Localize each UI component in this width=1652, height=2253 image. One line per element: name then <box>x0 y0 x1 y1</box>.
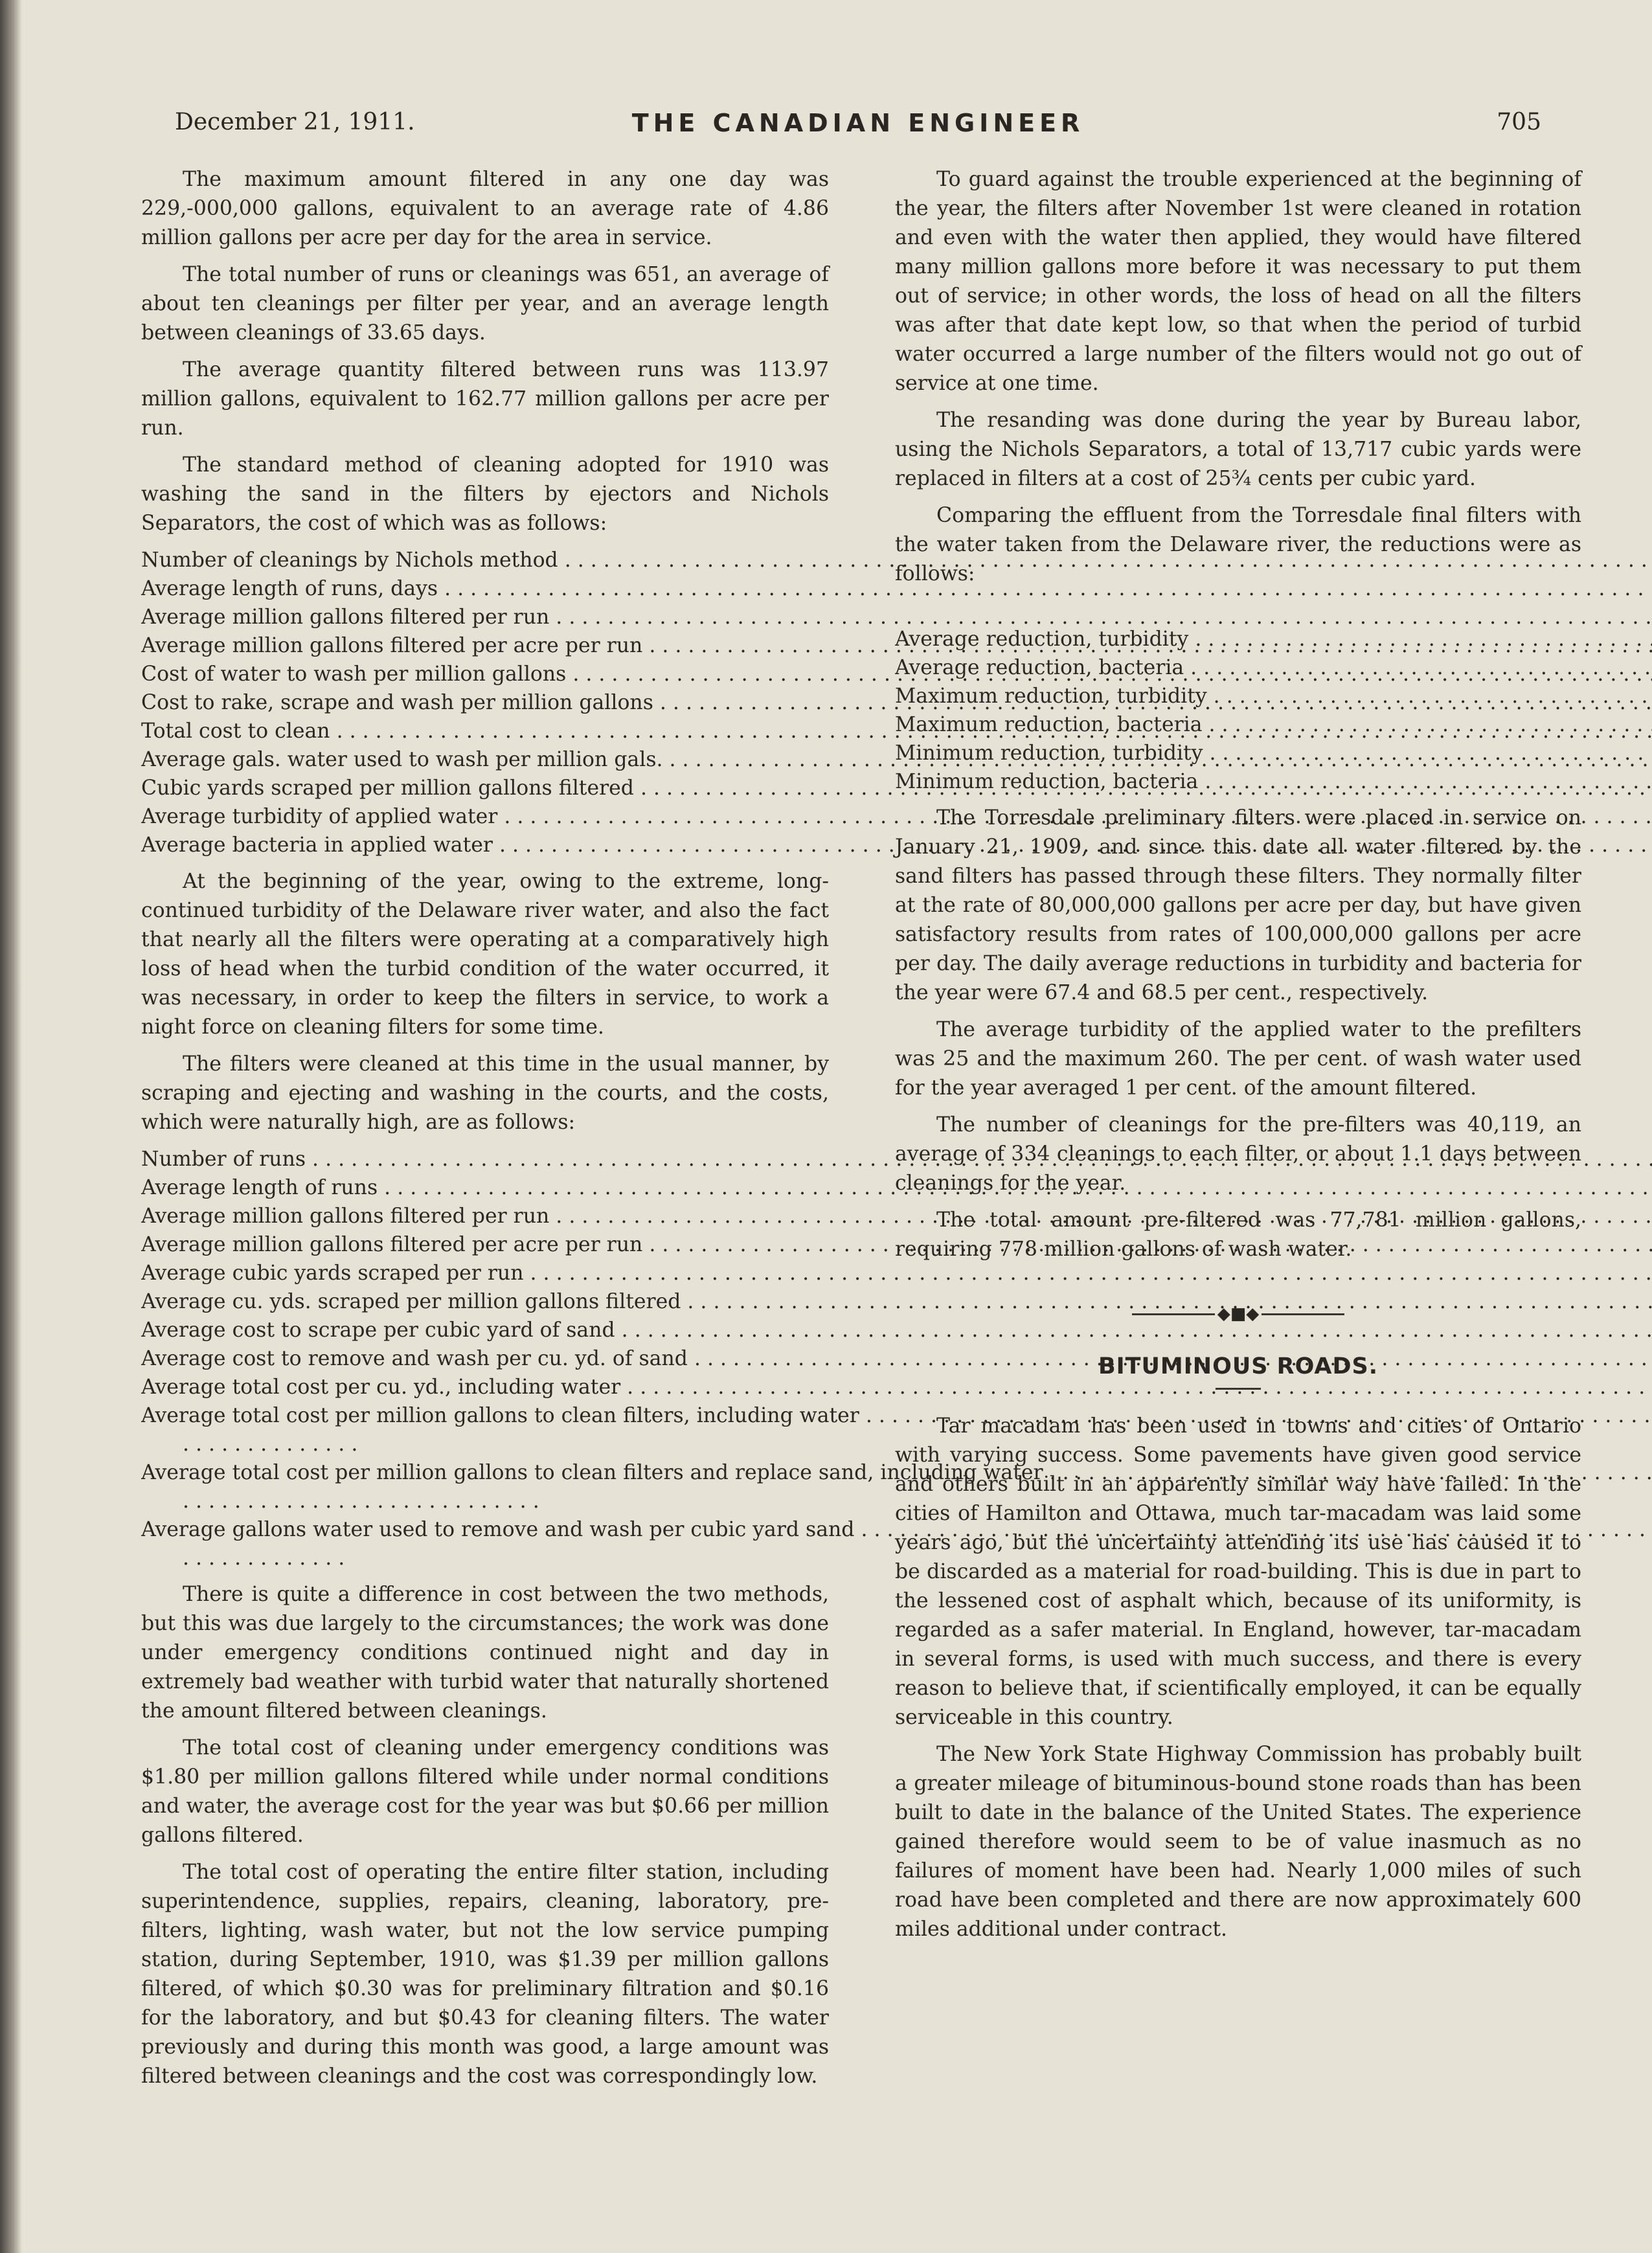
row-label: Maximum reduction, bacteria . . . <box>895 713 1652 736</box>
row-label: Average length of runs . . . <box>141 1176 1652 1199</box>
paragraph: Comparing the effluent from the Torresdale final filters with the water taken from the Delaware river, the reductions were as follows: <box>895 504 1581 585</box>
row-label: Average total cost per million gallons to clean filters, including water . . . <box>141 1404 1652 1456</box>
row-label: Average reduction, turbidity . . . <box>895 628 1652 651</box>
row-label: Average cubic yards scraped per run . . . <box>141 1262 1652 1285</box>
row-label: Average cost to remove and wash per cu. yd. of sand . . . <box>141 1347 1652 1370</box>
row-label: Cost to rake, scrape and wash per million gallons . . . <box>141 691 1652 714</box>
binding-shadow <box>0 0 22 2253</box>
row-label: Average cu. yds. scraped per million gallons filtered . . . <box>141 1290 1652 1313</box>
paragraph: The filters were cleaned at this time in the usual manner, by scraping and ejecting and washing in the courts, and the costs, which were naturally high, are as follows: <box>141 1052 829 1134</box>
paragraph: The Torresdale preliminary filters were placed in service on January 21, 1909, and since this date all water filtered by the sand filters has passed through these filters. They normally filter at the rate of 80,000,000 gallons per acre per day, but have given satisfactory results from rates of 100,000,000 gallons per acre per day. The daily average reductions in turbidity and bacteria for the year were 67.4 and 68.5 per cent., respectively. <box>895 806 1581 1004</box>
paragraph: The maximum amount filtered in any one day was 229,-000,000 gallons, equivalent to an average rate of 4.86 million gallons per acre per day for the area in service. <box>141 168 829 249</box>
header-date: December 21, 1911. <box>175 109 415 135</box>
row-label: Average million gallons filtered per run . . . <box>141 606 1652 629</box>
table-row <box>895 653 1652 682</box>
page-header <box>175 109 1541 154</box>
row-label: Average total cost per million gallons to clean filters and replace sand, including water . . . <box>141 1461 1652 1513</box>
paragraph: The total amount pre-filtered was 77,781 million gallons, requiring 778 million gallons of wash water. <box>895 1208 1581 1261</box>
row-label: Cubic yards scraped per million gallons filtered . . . <box>141 776 1652 800</box>
paragraph: The total number of runs or cleanings was 651, an average of about ten cleanings per filter per year, and an average length between cleanings of 33.65 days. <box>141 263 829 345</box>
section-divider-ornament: ◆■◆ <box>895 1306 1581 1322</box>
table-row <box>895 682 1652 710</box>
row-label: Average gallons water used to remove and wash per cubic yard sand . . . <box>141 1518 1652 1570</box>
page-number: 705 <box>1497 109 1541 135</box>
paragraph: The total cost of cleaning under emergency conditions was $1.80 per million gallons filtered while under normal conditions and water, the average cost for the year was but $0.66 per million gallons filtered. <box>141 1736 829 1847</box>
row-label: Total cost to clean . . . <box>141 719 1652 743</box>
row-label: Minimum reduction, bacteria . . . <box>895 770 1652 793</box>
row-label: Average length of runs, days . . . <box>141 577 1652 600</box>
row-label: Average million gallons filtered per acre per run . . . <box>141 1233 1652 1256</box>
paragraph: The average quantity filtered between runs was 113.97 million gallons, equivalent to 162.77 million gallons per acre per run. <box>141 358 829 440</box>
row-label: Number of cleanings by Nichols method . . . <box>141 549 1652 572</box>
publication-title: THE CANADIAN ENGINEER <box>631 109 1085 137</box>
row-label: Maximum reduction, turbidity . . . <box>895 685 1652 708</box>
table-row <box>895 625 1652 653</box>
row-label: Average bacteria in applied water . . . <box>141 833 1652 857</box>
paragraph: The average turbidity of the applied water to the prefilters was 25 and the maximum 260. The per cent. of wash water used for the year averaged 1 per cent. of the amount filtered. <box>895 1018 1581 1100</box>
table-row <box>895 710 1652 739</box>
row-label: Average turbidity of applied water . . . <box>141 805 1652 828</box>
row-label: Average cost to scrape per cubic yard of sand . . . <box>141 1319 1652 1342</box>
paragraph: The total cost of operating the entire filter station, including superintendence, supplies, repairs, cleaning, laboratory, pre-filters, lighting, wash water, but not the low service pumping station, during September, 1910, was $1.39 per million gallons filtered, of which $0.30 was for preliminary filtration and $0.16 for the laboratory, and but $0.43 for cleaning filters. The water previously and during this month was good, a large amount was filtered between cleanings and the cost was correspondingly low. <box>141 1861 829 2088</box>
row-label: Average reduction, bacteria . . . <box>895 656 1652 679</box>
paragraph: At the beginning of the year, owing to the extreme, long-continued turbidity of the Delaware river water, and also the fact that nearly all the filters were operating at a comparatively high loss of head when the turbid condition of the water occurred, it was necessary, in order to keep the filters in service, to work a night force on cleaning filters for some time. <box>141 870 829 1039</box>
row-label: Average total cost per cu. yd., including water . . . <box>141 1376 1652 1399</box>
paragraph: There is quite a difference in cost between the two methods, but this was due largely to the circumstances; the work was done under emergency conditions continued night and day in extremely bad weather with turbid water that naturally shortened the amount filtered between cleanings. <box>141 1583 829 1723</box>
table-row <box>895 739 1652 767</box>
paragraph: The New York State Highway Commission has probably built a greater mileage of bituminous-bound stone roads than has been built to date in the balance of the United States. The experience gained therefore would seem to be of value inasmuch as no failures of moment have been had. Nearly 1,000 miles of such road have been completed and there are now approximately 600 miles additional under contract. <box>895 1743 1581 1941</box>
section-heading: BITUMINOUS ROADS. <box>1098 1353 1379 1379</box>
paragraph: The standard method of cleaning adopted for 1910 was washing the sand in the filters by ejectors and Nichols Separators, the cost of which was as follows: <box>141 453 829 535</box>
paragraph: The number of cleanings for the pre-filters was 40,119, an average of 334 cleanings to each filter, or about 1.1 days between cleanings for the year. <box>895 1113 1581 1195</box>
right-column <box>895 165 1581 1952</box>
table-row <box>895 767 1652 796</box>
row-label: Average million gallons filtered per acre per run . . . <box>141 634 1652 657</box>
row-label: Average million gallons filtered per run . . . <box>141 1205 1652 1228</box>
reduction-percent-table <box>895 596 1652 796</box>
paragraph: To guard against the trouble experienced at the beginning of the year, the filters after November 1st were cleaned in rotation and even with the water then applied, they would have filtered many million gallons more before it was necessary to put them out of service; in other words, the loss of head on all the filters was after that date kept low, so that when the period of turbid water occurred a large number of the filters would not go out of service at one time. <box>895 168 1581 395</box>
paragraph: Tar macadam has been used in towns and cities of Ontario with varying success. Some pavements have given good service and others built in an apparently similar way have failed. In the cities of Hamilton and Ottawa, much tar-macadam was laid some years ago, but the uncertainty attending its use has caused it to be discarded as a material for road-building. This is due in part to the lessened cost of asphalt which, because of its uniformity, is regarded as a safer material. In England, however, tar-macadam in several forms, is used with much success, and there is every reason to believe that, if scientifically employed, it can be equally serviceable in this country. <box>895 1414 1581 1729</box>
row-label: Minimum reduction, turbidity . . . <box>895 742 1652 765</box>
row-label: Cost of water to wash per million gallons . . . <box>141 662 1652 686</box>
heading-rule <box>1216 1388 1261 1390</box>
row-label: Number of runs . . . <box>141 1148 1652 1171</box>
paragraph: The resanding was done during the year by Bureau labor, using the Nichols Separators, a total of 13,717 cubic yards were replaced in filters at a cost of 25¾ cents per cubic yard. <box>895 409 1581 490</box>
row-label: Average gals. water used to wash per million gals. . . . <box>141 748 1652 771</box>
